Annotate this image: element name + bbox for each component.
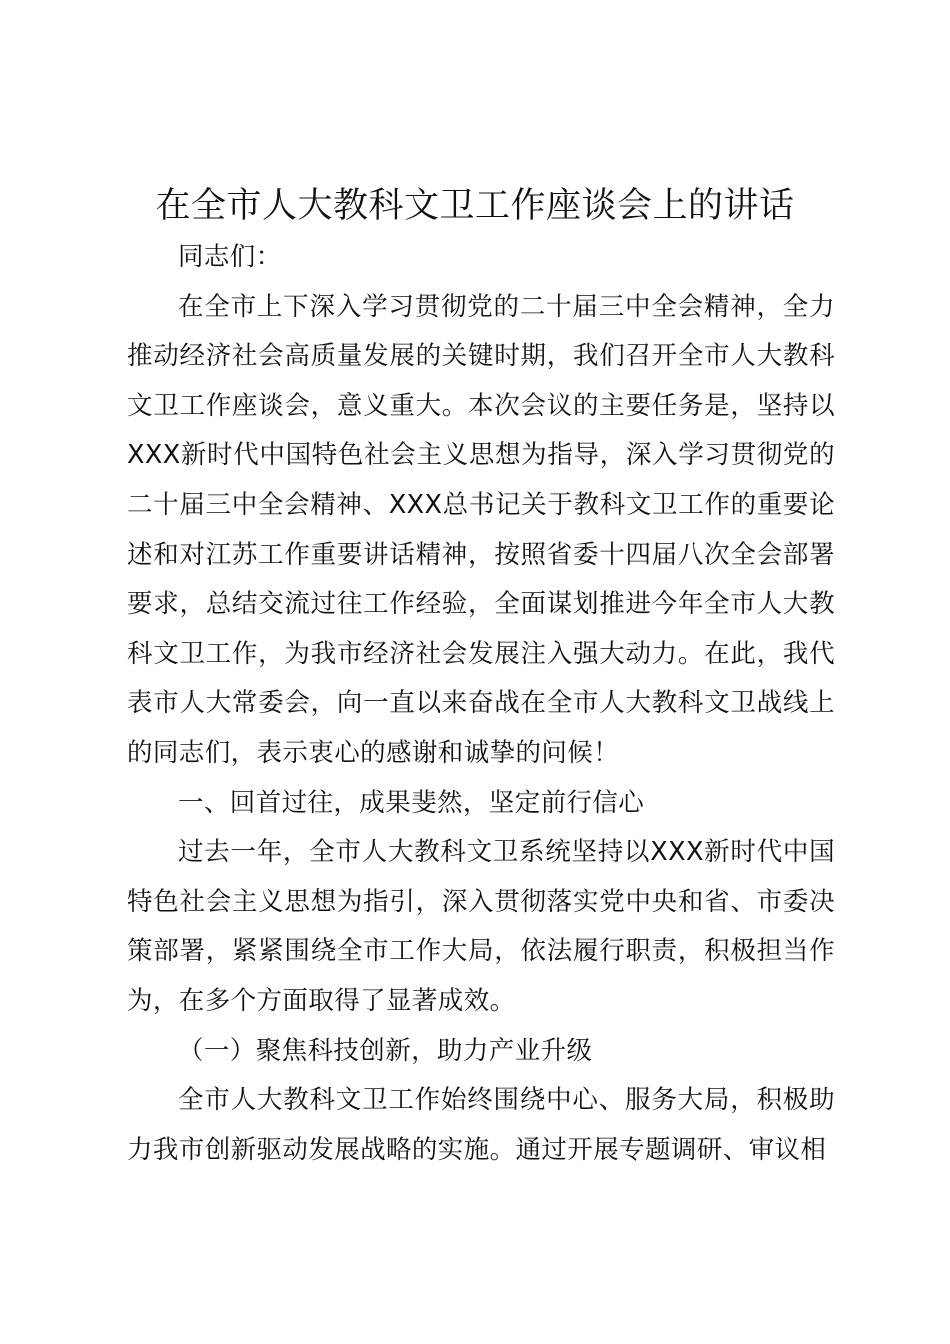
body-paragraph-review: 过去一年，全市人大教科文卫系统坚持以XXX新时代中国特色社会主义思想为指引，深入贯彻落实党中央和省、市委决策部署，紧紧围绕全市工作大局，依法履行职责，积极担当作为，在多个方面取得了显著成效。 — [127, 837, 835, 1016]
document-title: 在全市人大教科文卫工作座谈会上的讲话 — [155, 186, 795, 226]
section-heading-1: 一、回首过往，成果斐然，坚定前行信心 — [178, 787, 645, 818]
body-paragraph-intro: 在全市上下深入学习贯彻党的二十届三中全会精神，全力推动经济社会高质量发展的关键时期，我们召开全市人大教科文卫工作座谈会，意义重大。本次会议的主要任务是，坚持以XXX新时代中国特色社会主义思想为指导，深入学习贯彻党的二十届三中全会精神、XXX总书记关于教科文卫工作的重要论述和对江苏工作重要讲话精神，按照省委十四届八次全会部署要求，总结交流过往工作经验，全面谋划推进今年全市人大教科文卫工作，为我市经济社会发展注入强大动力。在此，我代表市人大常委会，向一直以来奋战在全市人大教科文卫战线上的同志们，表示衷心的感谢和诚挚的问候！ — [127, 291, 835, 768]
salutation: 同志们： — [178, 242, 282, 272]
document-body — [127, 233, 835, 1175]
body-paragraph-innovation: 全市人大教科文卫工作始终围绕中心、服务大局，积极助力我市创新驱动发展战略的实施。通过开展专题调研、审议相 — [127, 1085, 835, 1165]
subsection-heading-1: （一）聚焦科技创新，助力产业升级 — [178, 1035, 593, 1066]
